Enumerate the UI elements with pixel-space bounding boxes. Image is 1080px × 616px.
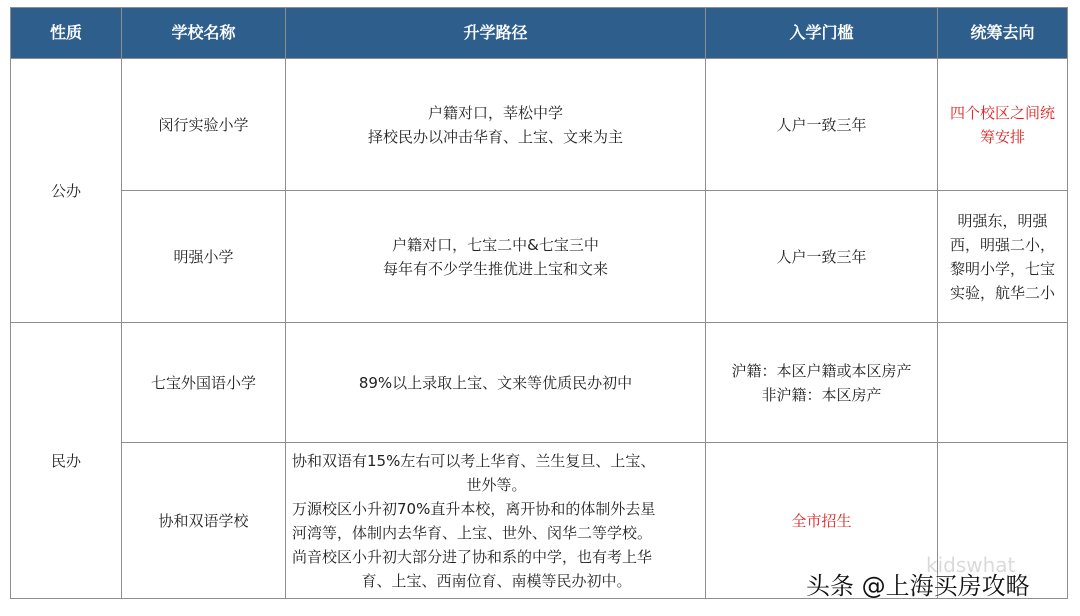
- allocation-cell: [938, 191, 1068, 323]
- school-comparison-table: [10, 7, 1068, 599]
- allocation-line: 西，明强二小，: [949, 235, 1055, 254]
- table-row: [11, 191, 1068, 323]
- threshold-cell: [706, 191, 938, 323]
- path-line: 89%以上录取上宝、文来等优质民办初中: [358, 373, 633, 392]
- allocation-cell: [938, 323, 1068, 443]
- school-name: 明强小学: [122, 191, 286, 323]
- threshold-line: 沪籍：本区户籍或本区房产: [731, 361, 912, 380]
- path-line: 协和双语有15%左右可以考上华育、兰生复旦、上宝、: [292, 451, 656, 470]
- allocation-line: 黎明小学，七宝: [949, 259, 1055, 278]
- threshold-cell: [706, 59, 938, 191]
- path-line: 户籍对口，莘松中学: [427, 103, 563, 122]
- path-cell: [286, 59, 706, 191]
- allocation-cell: [938, 59, 1068, 191]
- table-row: [11, 323, 1068, 443]
- threshold-line: 人户一致三年: [776, 115, 867, 134]
- type-public: 公办: [11, 59, 122, 323]
- path-line: 河湾等，体制内去华育、上宝、世外、闵华二等学校。: [292, 523, 653, 542]
- watermark-faint: kidswhat: [926, 553, 1016, 577]
- threshold-cell: [706, 323, 938, 443]
- path-cell: [286, 323, 706, 443]
- school-name: 闵行实验小学: [122, 59, 286, 191]
- type-private: 民办: [11, 323, 122, 599]
- path-line: 世外等。: [466, 475, 527, 494]
- header-path: 升学路径: [286, 8, 706, 59]
- threshold-line: 非沪籍：本区房产: [761, 385, 882, 404]
- path-line: 户籍对口，七宝二中&七宝三中: [392, 235, 599, 254]
- path-line: 每年有不少学生推优进上宝和文来: [382, 259, 608, 278]
- table-row: [11, 59, 1068, 191]
- path-line: 育、上宝、西南位育、南模等民办初中。: [361, 571, 632, 590]
- school-name: 协和双语学校: [122, 443, 286, 599]
- threshold-line: 人户一致三年: [776, 247, 867, 266]
- allocation-line: 明强东，明强: [957, 211, 1048, 230]
- allocation-line: 筹安排: [979, 127, 1025, 146]
- path-line: 尚音校区小升初大部分进了协和系的中学，也有考上华: [292, 547, 653, 566]
- header-threshold: 入学门槛: [706, 8, 938, 59]
- threshold-line: 全市招生: [791, 511, 852, 530]
- path-line: 万源校区小升初70%直升本校，离开协和的体制外去星: [292, 499, 656, 518]
- allocation-line: 实验，航华二小: [949, 283, 1055, 302]
- school-name: 七宝外国语小学: [122, 323, 286, 443]
- path-line: 择校民办以冲击华育、上宝、文来为主: [367, 127, 623, 146]
- header-row: [11, 8, 1068, 59]
- path-cell: [286, 443, 706, 599]
- header-type: 性质: [11, 8, 122, 59]
- header-allocation: 统筹去向: [938, 8, 1068, 59]
- allocation-line: 四个校区之间统: [949, 103, 1055, 122]
- path-cell: [286, 191, 706, 323]
- watermark-source: 头条 @上海买房攻略: [806, 572, 1030, 600]
- header-school: 学校名称: [122, 8, 286, 59]
